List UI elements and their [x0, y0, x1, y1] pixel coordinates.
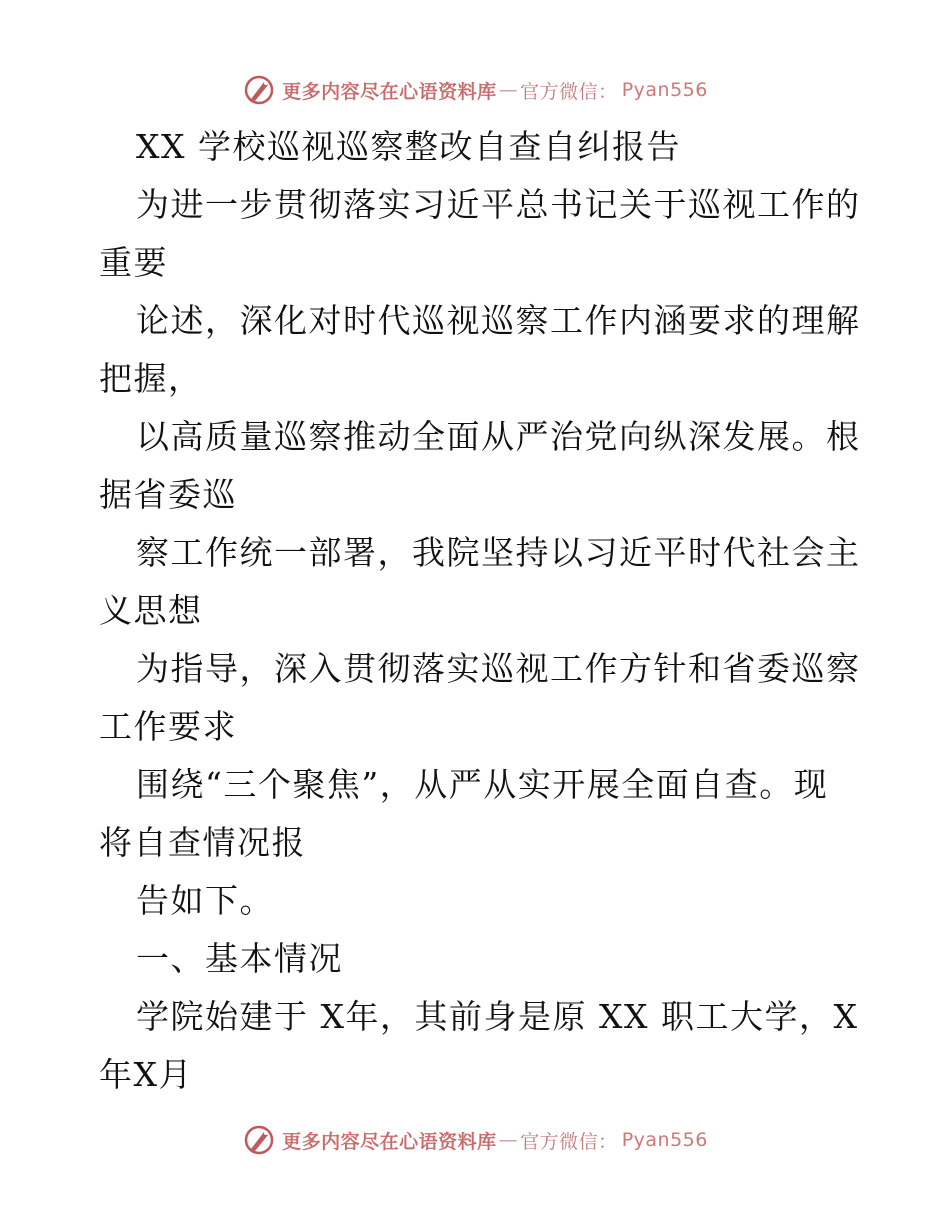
- watermark-banner-bottom: [0, 1120, 950, 1160]
- section-heading: 一、基本情况: [136, 939, 343, 978]
- watermark-wechat-id: Pyan556: [621, 1129, 708, 1151]
- watermark-wechat-label: 官方微信：: [520, 80, 618, 103]
- quill-pen-logo-icon: [242, 73, 276, 107]
- paragraph-line: 围绕“三个聚焦”，从严从实开展全面自查。现: [136, 765, 829, 804]
- watermark-separator: —: [498, 79, 519, 101]
- paragraph-line: 学院始建于 X年，其前身是原 XX 职工大学，X: [136, 997, 859, 1036]
- paragraph-line: 论述，深化对时代巡视巡察工作内涵要求的理解: [136, 301, 861, 340]
- document-body: [99, 118, 859, 1104]
- paragraph-line: 义思想: [99, 591, 203, 630]
- watermark-separator: —: [498, 1129, 519, 1151]
- paragraph-line: 年X月: [99, 1055, 193, 1094]
- paragraph-line: 把握，: [99, 359, 203, 398]
- document-title: XX 学校巡视巡察整改自查自纠报告: [136, 127, 681, 166]
- watermark-wechat-label: 官方微信：: [520, 1130, 618, 1153]
- watermark-slogan: 更多内容尽在心语资料库: [282, 1130, 497, 1153]
- paragraph-line: 将自查情况报: [99, 823, 306, 862]
- paragraph-line: 为进一步贯彻落实习近平总书记关于巡视工作的: [136, 185, 861, 224]
- paragraph-line: 察工作统一部署，我院坚持以习近平时代社会主: [136, 533, 861, 572]
- paragraph-line: 工作要求: [99, 707, 237, 746]
- watermark-wechat-id: Pyan556: [621, 79, 708, 101]
- paragraph-line: 以高质量巡察推动全面从严治党向纵深发展。根: [136, 417, 861, 456]
- watermark-slogan: 更多内容尽在心语资料库: [282, 80, 497, 103]
- watermark-banner-top: [0, 70, 950, 110]
- paragraph-line: 告如下。: [136, 881, 274, 920]
- paragraph-line: 重要: [99, 243, 168, 282]
- quill-pen-logo-icon: [242, 1123, 276, 1157]
- paragraph-line: 据省委巡: [99, 475, 237, 514]
- paragraph-line: 为指导，深入贯彻落实巡视工作方针和省委巡察: [136, 649, 861, 688]
